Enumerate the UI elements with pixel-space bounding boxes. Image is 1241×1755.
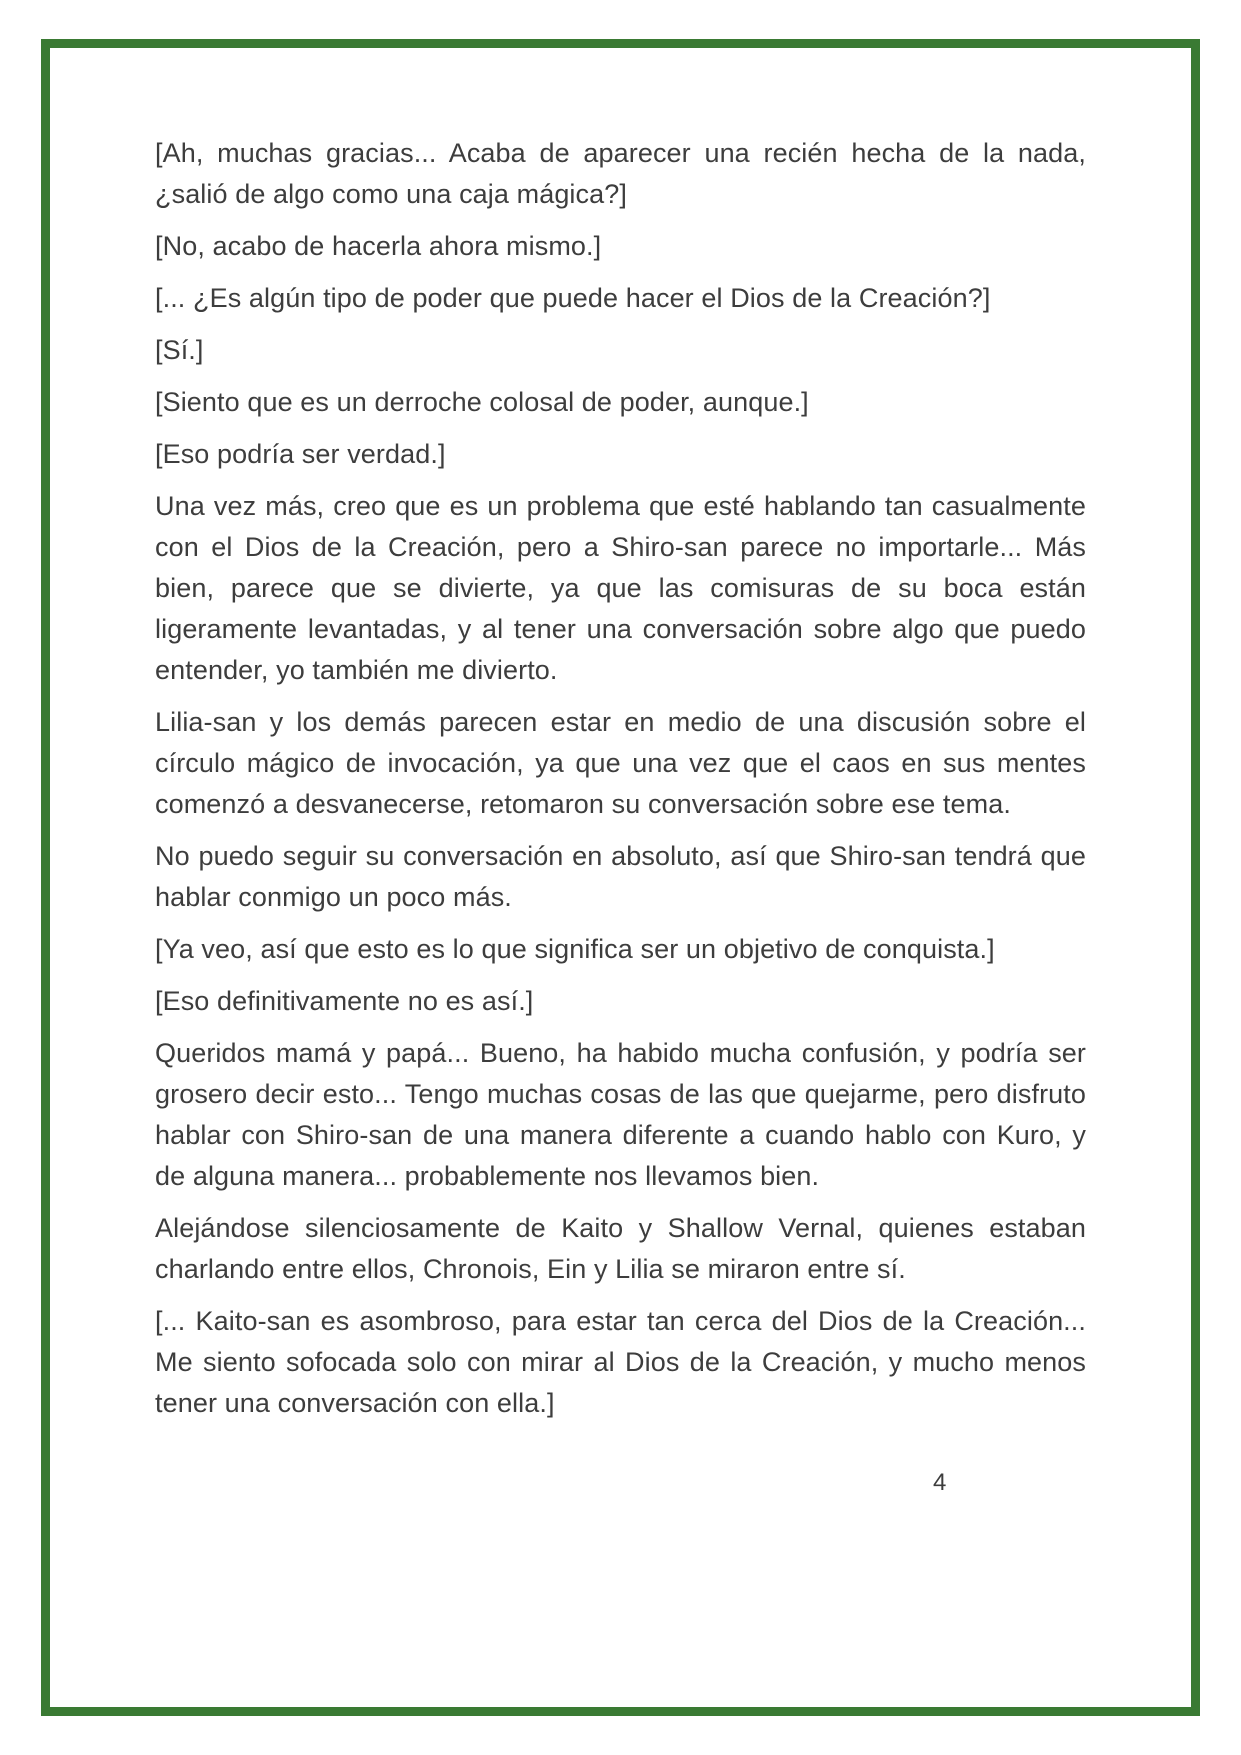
page-number: 4 <box>933 1469 947 1496</box>
dialogue-paragraph: [Eso definitivamente no es así.] <box>155 986 534 1016</box>
page-content <box>155 133 1086 1435</box>
dialogue-paragraph: [Ya veo, así que esto es lo que significa ser un objetivo de conquista.] <box>155 934 995 964</box>
dialogue-paragraph: [... ¿Es algún tipo de poder que puede hacer el Dios de la Creación?] <box>155 283 991 313</box>
dialogue-paragraph: [Sí.] <box>155 335 204 365</box>
narrative-paragraph: Alejándose silenciosamente de Kaito y Shallow Vernal, quienes estaban charlando entre ellos, Chronois, Ein y Lilia se miraron entre sí. <box>155 1213 1086 1284</box>
narrative-paragraph: Lilia-san y los demás parecen estar en medio de una discusión sobre el círculo mágico de invocación, ya que una vez que el caos en sus mentes comenzó a desvanecerse, retomaron su conversación sobre ese tema. <box>155 707 1086 819</box>
narrative-paragraph: No puedo seguir su conversación en absoluto, así que Shiro-san tendrá que hablar conmigo un poco más. <box>155 841 1086 912</box>
dialogue-paragraph: [... Kaito-san es asombroso, para estar tan cerca del Dios de la Creación... Me siento sofocada solo con mirar al Dios de la Creación, y mucho menos tener una conversación con ella.] <box>155 1306 1086 1418</box>
dialogue-paragraph: [Siento que es un derroche colosal de poder, aunque.] <box>155 387 809 417</box>
dialogue-paragraph: [No, acabo de hacerla ahora mismo.] <box>155 231 602 261</box>
narrative-paragraph: Queridos mamá y papá... Bueno, ha habido mucha confusión, y podría ser grosero decir esto... Tengo muchas cosas de las que quejarme, pero disfruto hablar con Shiro-san de una manera diferente a cuando hablo con Kuro, y de alguna manera... probablemente nos llevamos bien. <box>155 1038 1086 1191</box>
dialogue-paragraph: [Eso podría ser verdad.] <box>155 439 446 469</box>
narrative-paragraph: Una vez más, creo que es un problema que esté hablando tan casualmente con el Dios de la Creación, pero a Shiro-san parece no importarle... Más bien, parece que se divierte, ya que las comisuras de su boca están ligeramente levantadas, y al tener una conversación sobre algo que puedo entender, yo también me divierto. <box>155 491 1086 685</box>
dialogue-paragraph: [Ah, muchas gracias... Acaba de aparecer una recién hecha de la nada, ¿salió de algo como una caja mágica?] <box>155 138 1086 209</box>
